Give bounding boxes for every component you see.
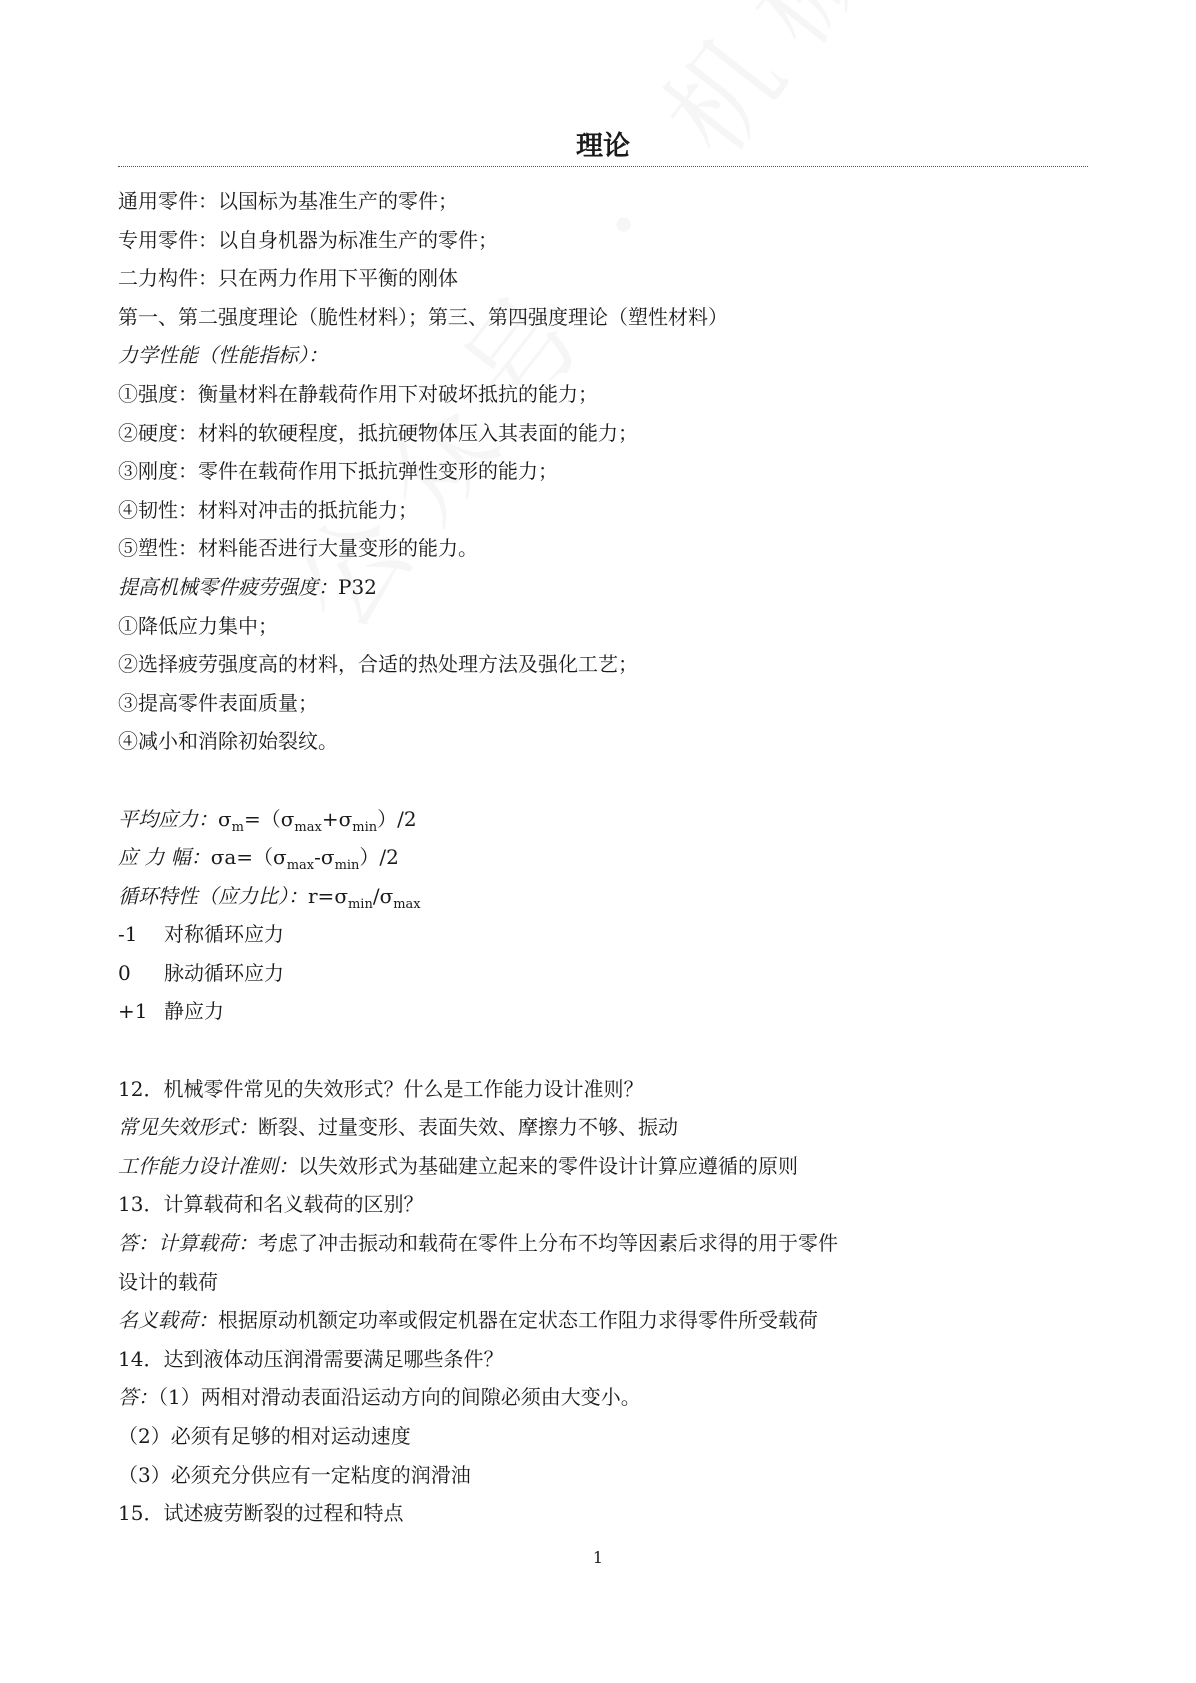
answer: 常见失效形式：断裂、过量变形、表面失效、摩擦力不够、振动 (118, 1115, 678, 1140)
cycle-label: 静应力 (164, 999, 224, 1024)
answer-prefix: 答： (118, 1231, 158, 1256)
question: 14．达到液体动压润滑需要满足哪些条件？ (118, 1346, 504, 1371)
answer-label: 常见失效形式： (118, 1115, 258, 1140)
list-item: ①强度：衡量材料在静载荷作用下对破坏抵抗的能力； (118, 381, 598, 406)
blank-line (118, 761, 1078, 800)
list-item: ②硬度：材料的软硬程度，抵抗硬物体压入其表面的能力； (118, 420, 638, 445)
answer: 名义载荷：根据原动机额定功率或假定机器在定状态工作阻力求得零件所受载荷 (118, 1308, 818, 1333)
page-reference: P32 (338, 574, 377, 599)
page-title: 理论 (576, 131, 630, 162)
list-item: ③提高零件表面质量； (118, 690, 318, 715)
page-header (118, 128, 1088, 167)
cycle-label: 对称循环应力 (164, 922, 284, 947)
cycle-value: 0 (118, 960, 131, 985)
cycle-value: +1 (118, 999, 148, 1024)
document-body (118, 182, 1078, 1533)
answer: （3）必须充分供应有一定粘度的润滑油 (118, 1462, 471, 1487)
cycle-item (118, 954, 1078, 993)
question: 13．计算载荷和名义载荷的区别？ (118, 1192, 424, 1217)
answer-continuation: 设计的载荷 (118, 1269, 218, 1294)
formula-mean-stress: 平均应力：$\sigma_m=(\sigma_{max}+\sigma_{min})/2$ (118, 806, 417, 835)
blank-line (118, 1031, 1078, 1070)
formula-label: 平均应力： (118, 806, 218, 831)
cycle-item (118, 992, 1078, 1031)
cycle-label: 脉动循环应力 (164, 960, 284, 985)
text-line: 专用零件：以自身机器为标准生产的零件； (118, 227, 498, 252)
answer: 答：（1）两相对滑动表面沿运动方向的间隙必须由大变小。 (118, 1385, 641, 1410)
formula-stress-amplitude: 应 力 幅：$\sigma a=(\sigma_{max}-\sigma_{min})/2$ (118, 845, 399, 874)
answer: 答：计算载荷：考虑了冲击振动和载荷在零件上分布不均等因素后求得的用于零件 (118, 1231, 838, 1256)
page-number: 1 (592, 1548, 604, 1567)
question: 15．试述疲劳断裂的过程和特点 (118, 1501, 404, 1526)
answer: （2）必须有足够的相对运动速度 (118, 1424, 411, 1448)
formula-label: 循环特性（应力比）： (118, 883, 308, 908)
answer-prefix: 答： (118, 1385, 158, 1410)
cycle-item (118, 915, 1078, 954)
list-item: ②选择疲劳强度高的材料，合适的热处理方法及强化工艺； (118, 652, 638, 677)
list-item: ①降低应力集中； (118, 613, 278, 638)
section-heading-label: 提高机械零件疲劳强度： (118, 574, 338, 599)
text-line: 二力构件：只在两力作用下平衡的刚体 (118, 266, 458, 291)
section-heading: 力学性能（性能指标）： (118, 343, 328, 368)
answer-label: 名义载荷： (118, 1308, 218, 1333)
formula-stress-ratio: 循环特性（应力比）：$r=\sigma_{min}/\sigma_{max}$ (118, 883, 421, 912)
list-item: ④韧性：材料对冲击的抵抗能力； (118, 497, 418, 522)
answer-label: 计算载荷： (158, 1231, 258, 1256)
section-heading (118, 568, 1078, 607)
answer-label: 工作能力设计准则： (118, 1153, 298, 1178)
cycle-value: -1 (118, 922, 138, 947)
text-line: 通用零件：以国标为基准生产的零件； (118, 189, 458, 213)
formula-label: 应 力 幅： (118, 845, 211, 870)
list-item: ⑤塑性：材料能否进行大量变形的能力。 (118, 536, 478, 561)
list-item: ③刚度：零件在载荷作用下抵抗弹性变形的能力； (118, 459, 558, 484)
question: 12．机械零件常见的失效形式？什么是工作能力设计准则？ (118, 1076, 644, 1101)
text-line: 第一、第二强度理论（脆性材料）；第三、第四强度理论（塑性材料） (118, 304, 728, 329)
list-item: ④减小和消除初始裂纹。 (118, 729, 338, 754)
answer: 工作能力设计准则：以失效形式为基础建立起来的零件设计计算应遵循的原则 (118, 1153, 798, 1178)
